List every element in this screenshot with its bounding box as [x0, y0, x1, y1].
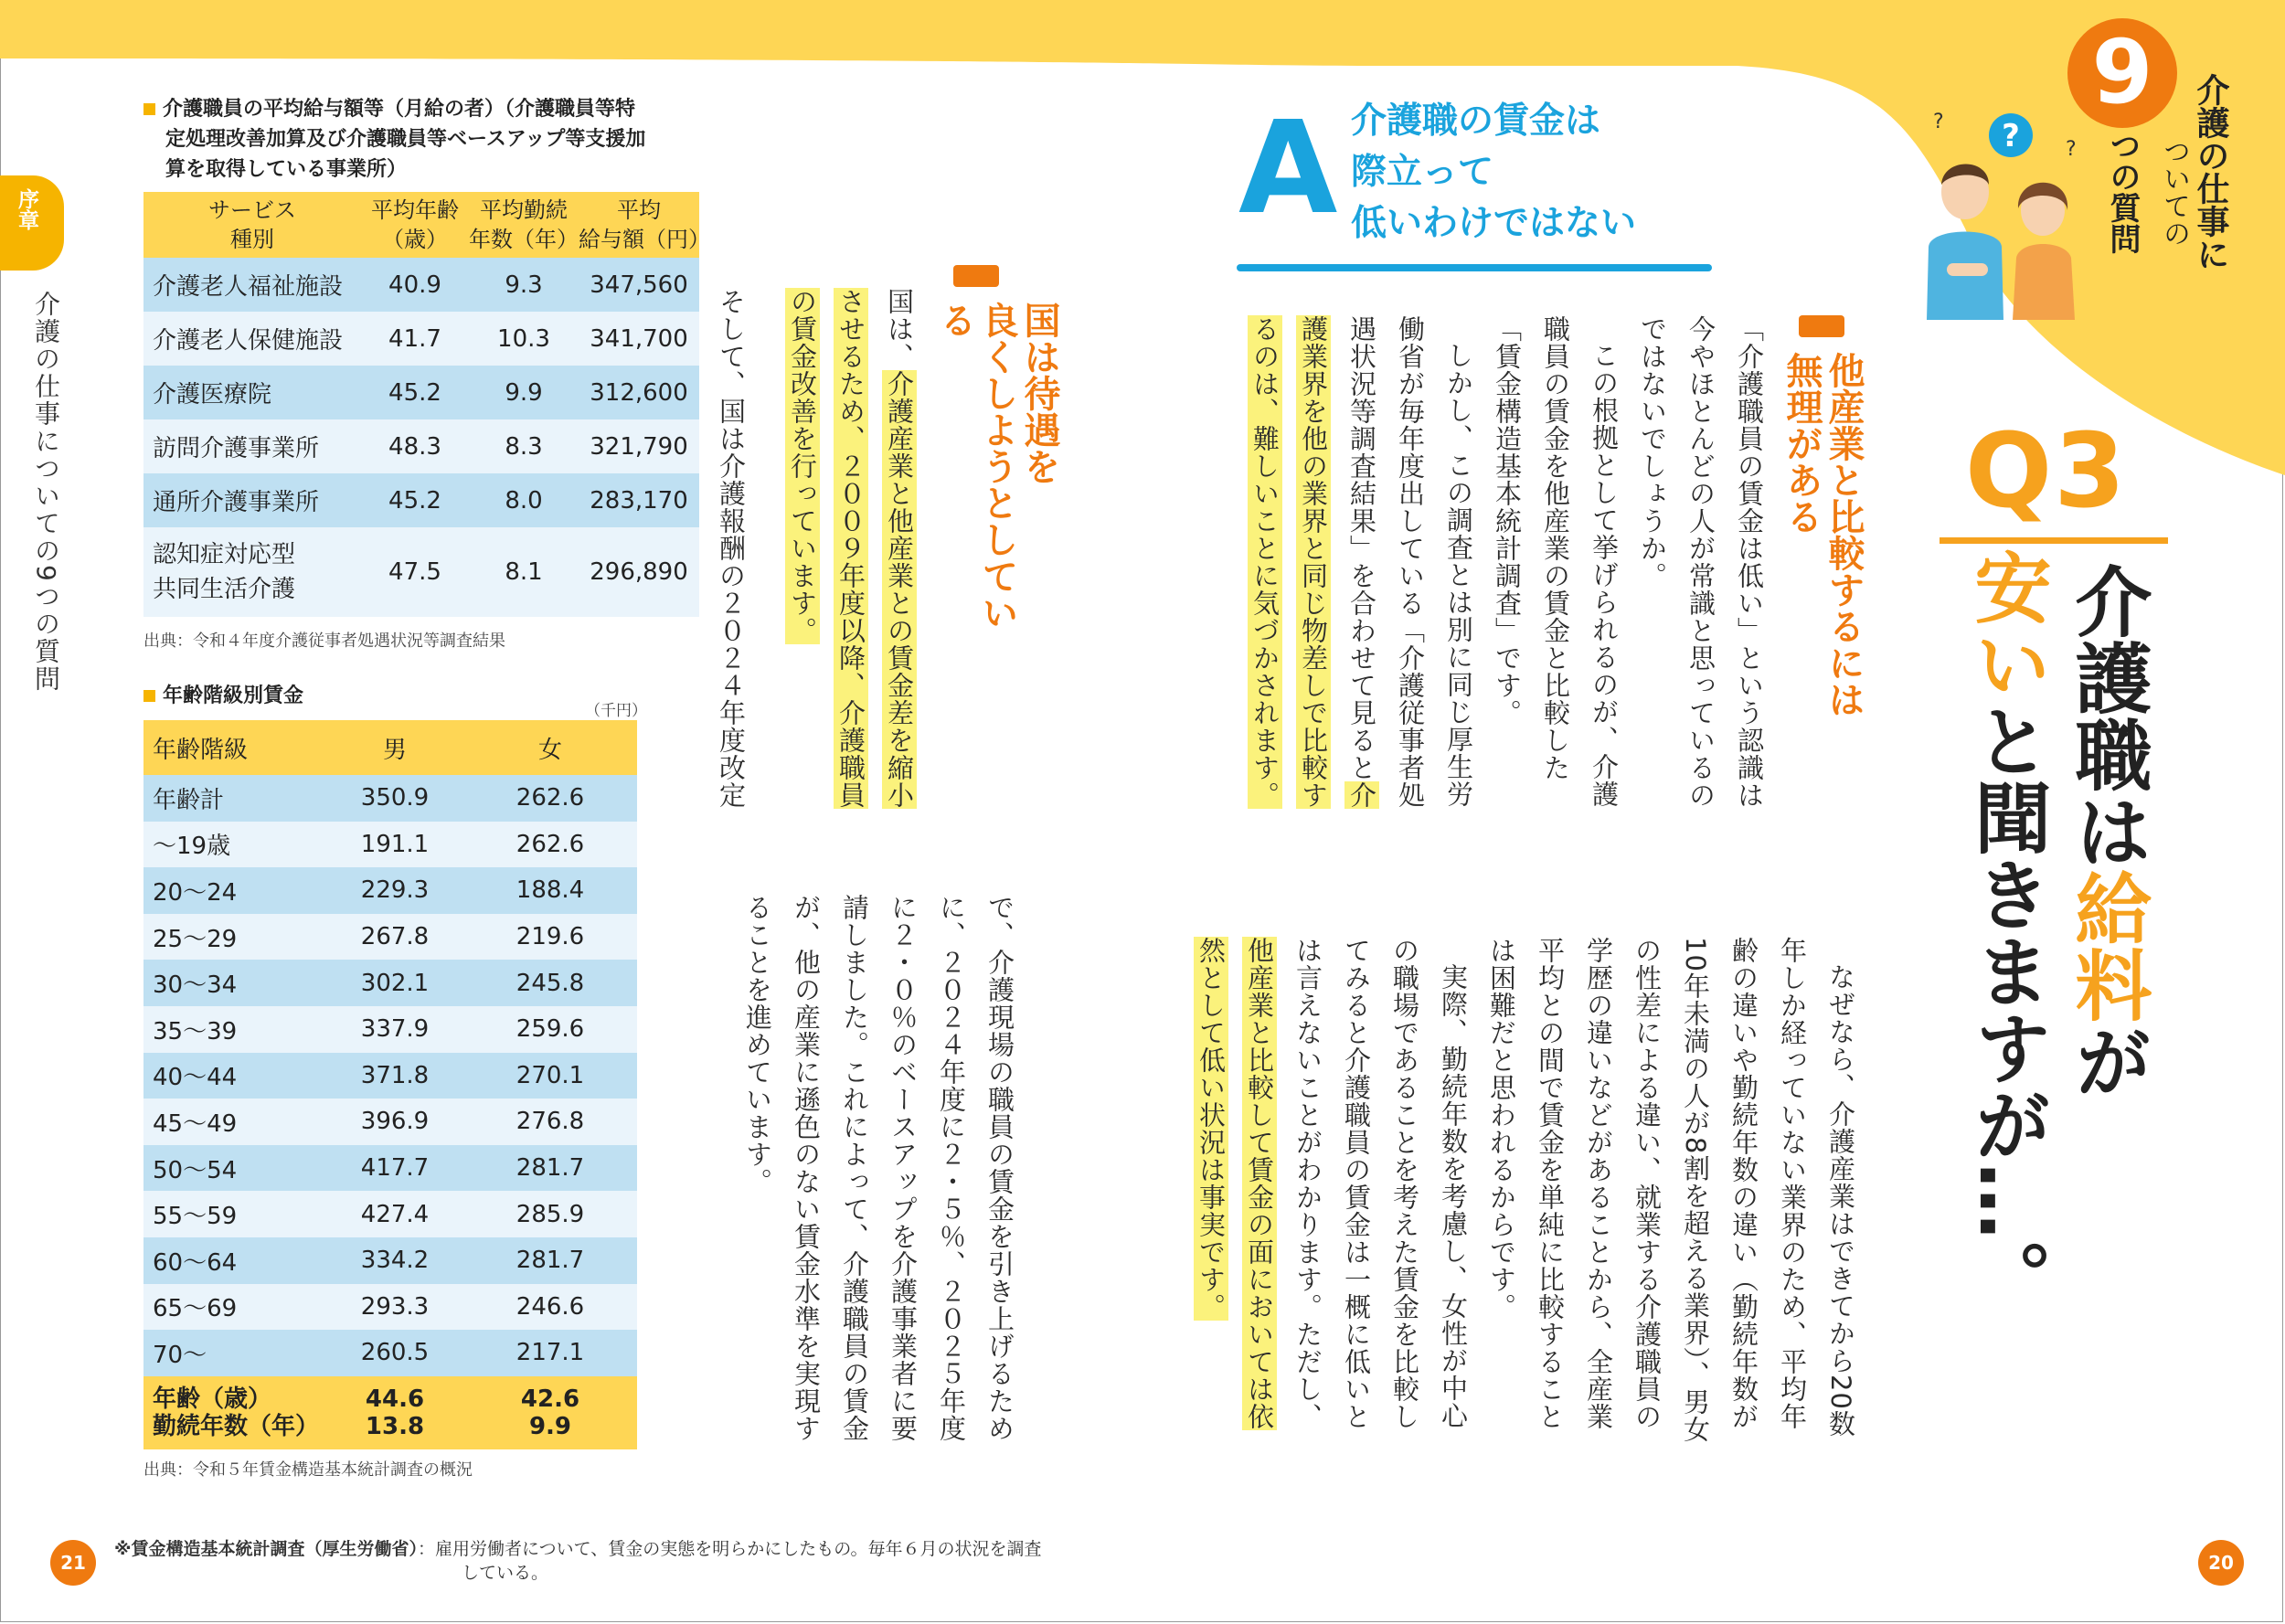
answer-letter: A	[1238, 94, 1338, 243]
table-row: ～19歳 191.1 262.6	[143, 822, 637, 868]
footnote: ※賃金構造基本統計調査（厚生労働省）：雇用労働者について、賃金の実態を明らかにしたもの。毎年６月の状況を調査 している。	[114, 1539, 1042, 1583]
kuni-paragraph-1: 国は、介護産業と他産業との賃金差を縮小させるため、２００９年度以降、介護職員の賃金改善を行っています。	[787, 288, 915, 809]
bullet-square-icon	[143, 103, 155, 115]
table-row: 65～69 293.3 246.6	[143, 1284, 637, 1331]
badge-title-col2: ついての	[2158, 137, 2190, 247]
table-row: 介護老人福祉施設 40.9 9.3 347,560	[143, 258, 699, 312]
table-header: 男	[326, 720, 463, 775]
table-row: 70～ 260.5 217.1	[143, 1330, 637, 1376]
table-row: 介護医療院 45.2 9.9 312,600	[143, 366, 699, 419]
table-header: 平均勤続 年数（年）	[469, 192, 579, 258]
table-header: 平均 給与額（円）	[579, 192, 699, 258]
table-row: 通所介護事業所 45.2 8.0 283,170	[143, 473, 699, 527]
age-wage-table	[143, 720, 637, 1449]
heading-marker	[1799, 315, 1844, 337]
table-row: 55～59 427.4 285.9	[143, 1191, 637, 1237]
question-underline	[1940, 537, 2168, 544]
table-row: 30～34 302.1 245.8	[143, 960, 637, 1006]
answer-heading: 介護職の賃金は 際立って 低いわけではない	[1351, 101, 1637, 244]
table-row: 介護老人保健施設 41.7 10.3 341,700	[143, 312, 699, 366]
table-header: 女	[463, 720, 637, 775]
table-row: 年齢計 350.9 262.6	[143, 775, 637, 822]
table-row: 認知症対応型 共同生活介護 47.5 8.1 296,890	[143, 527, 699, 617]
table-footer-row: 年齢（歳） 勤続年数（年） 44.6 13.8 42.6 9.9	[143, 1376, 637, 1449]
table1-title: 介護職員の平均給与額等（月給の者）（介護職員等特 定処理改善加算及び介護職員等ベースアップ等支援加 算を取得している事業所）	[143, 94, 710, 185]
section-heading-kuni: 国は待遇を 良くしようとしている	[934, 302, 1060, 631]
tasangyo-paragraphs-bottom: なぜなら、介護産業はできてから20数年しか経っていない業界のため、平均年齢の違いや勤続年数の違い（勤続年数が10年未満の人が8割を超える業界）、男女の性差による違い、就業する介護職員の学歴の違いなどがあることから、全産業平均との間で賃金を単純に比較することは困難だと思われるからです。 実際、勤続年数を考慮し、女性が中心の職場であることを考えた賃金を比較してみると介護職員の賃金は一概に低いとは言えないことがわかります。ただし、他産業と比較して賃金の面においては依然として低い状況は事実です。	[1196, 937, 1856, 1443]
table2-unit: （千円）	[585, 702, 647, 720]
table-row: 訪問介護事業所 48.3 8.3 321,790	[143, 419, 699, 473]
svg-text:?: ?	[2002, 118, 2020, 154]
kuni-paragraph-2: そして、国は介護報酬の２０２４年度改定	[716, 288, 747, 809]
chapter-tab[interactable]	[0, 175, 64, 271]
answer-underline	[1237, 264, 1712, 271]
page-number-left: 21	[50, 1540, 96, 1586]
page-number-right: 20	[2198, 1540, 2244, 1586]
kuni-paragraph-3: で、介護現場の職員の賃金を引き上げるために、２０２４年度に２・５％、２０２５年度に２・０％のベースアップを介護事業者に要請しました。これによって、介護職員の賃金が、他の産業に遜色のない賃金水準を実現することを進めています。	[742, 894, 1015, 1442]
table1-source: 出典：令和４年度介護従事者処遇状況等調査結果	[143, 632, 505, 651]
table-header: 年齢階級	[143, 720, 326, 775]
couple-thinking-illustration	[1910, 101, 2093, 338]
question-title-col1: 介護職は給料が	[2063, 562, 2152, 1099]
table-header: サービス 種別	[143, 192, 361, 258]
table2-title: 年齢階級別賃金	[143, 681, 303, 711]
badge-title-col1: 介護の仕事に	[2192, 73, 2229, 271]
table-row: 40～44 371.8 270.1	[143, 1053, 637, 1099]
chapter-tab-label: 序章	[15, 188, 38, 230]
question-number: Q3	[1965, 412, 2128, 531]
table-row: 50～54 417.7 281.7	[143, 1145, 637, 1192]
salary-table	[143, 192, 710, 617]
svg-text:?: ?	[2066, 138, 2077, 161]
side-running-title: 介護の仕事についての9つの質問	[31, 291, 61, 693]
badge-title-col3: つの質問	[2104, 130, 2141, 254]
question-title-col2: 安いと聞きますが…。	[1962, 548, 2052, 1316]
table-row: 60～64 334.2 281.7	[143, 1237, 637, 1284]
section-heading-tasangyo: 他産業と比較するには 無理がある	[1780, 352, 1865, 717]
table2-source: 出典：令和５年賃金構造基本統計調査の概況	[143, 1460, 473, 1480]
svg-text:?: ?	[1933, 111, 1944, 133]
table-header: 平均年齢 （歳）	[361, 192, 469, 258]
bullet-square-icon	[143, 690, 155, 702]
tasangyo-paragraphs-top: 「介護職員の賃金は低い」という認識は今やほとんどの人が常識と思っているのではないでしょうか。 この根拠として挙げられるのが、介護職員の賃金を他産業の賃金と比較した「賃金構造基本統計調査」です。 しかし、この調査とは別に同じ厚生労働省が毎年度出している「介護従事者処遇状況等調査結果」を合わせて見ると介護業界を他の業界と同じ物差しで比較するのは、難しいことに気づかされます。	[1249, 315, 1765, 809]
table-row: 35～39 337.9 259.6	[143, 1006, 637, 1053]
table-row: 20～24 229.3 188.4	[143, 867, 637, 914]
table-row: 45～49 396.9 276.8	[143, 1099, 637, 1145]
table-row: 25～29 267.8 219.6	[143, 914, 637, 961]
heading-marker	[953, 265, 999, 287]
badge-number-nine: 9	[2067, 18, 2177, 128]
